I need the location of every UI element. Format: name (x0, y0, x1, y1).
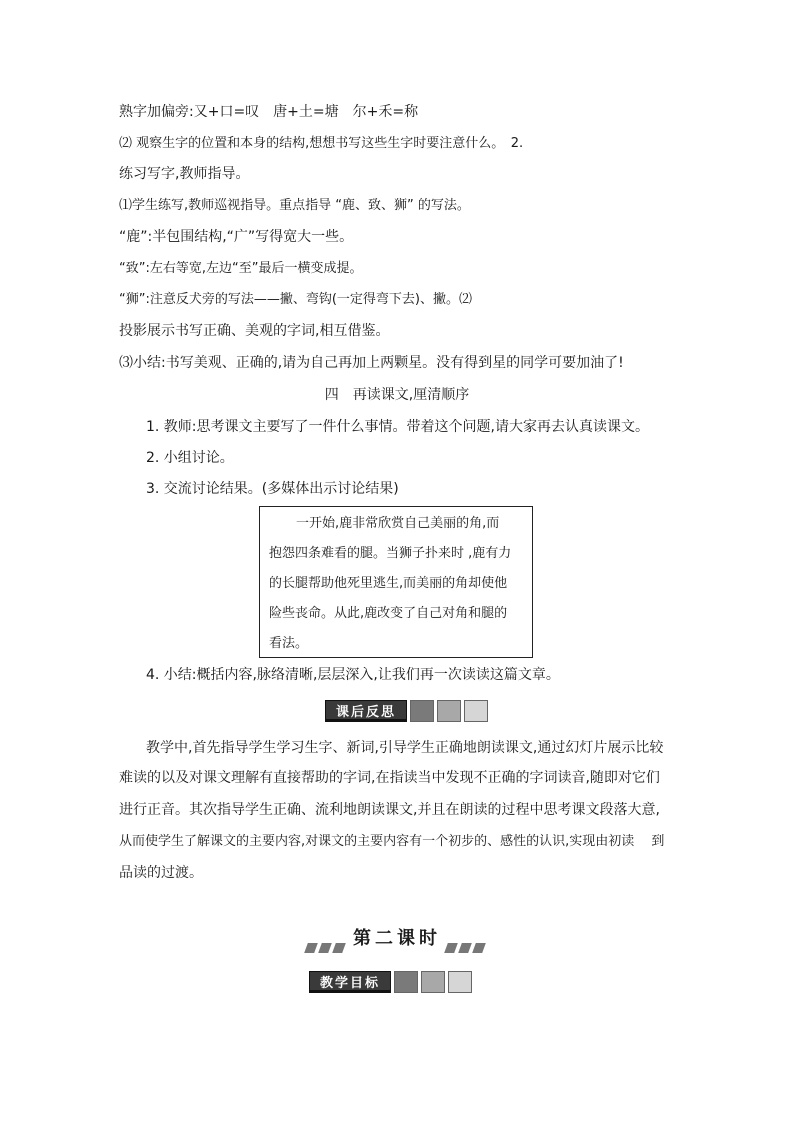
list-item: 2. 小组讨论。 (146, 450, 234, 466)
text-line: “狮”:注意反犬旁的写法——撇、弯钩(一定得弯下去)、撇。⑵ (119, 292, 472, 307)
objectives-banner (309, 971, 472, 993)
title-decoration-right (446, 943, 484, 955)
banner-label: 课后反思 (325, 700, 407, 722)
summary-line: 看法。 (269, 636, 309, 651)
summary-line: 的长腿帮助他死里逃生,而美丽的角却使他 (269, 576, 508, 591)
lesson-title: 第二课时 (353, 928, 441, 949)
list-item: 1. 教师:思考课文主要写了一件什么事情。带着这个问题,请大家再去认真读课文。 (146, 419, 649, 435)
text-line: ⑶小结:书写美观、正确的,请为自己再加上两颗星。没有得到星的同学可要加油了! (119, 355, 624, 371)
summary-line: 险些丧命。从此,鹿改变了自己对角和腿的 (269, 606, 508, 621)
banner-square (437, 700, 461, 722)
paragraph-line: 难读的以及对课文理解有直接帮助的字词,在指读当中发现不正确的字词读音,随即对它们 (119, 770, 660, 786)
banner-square (421, 971, 445, 993)
paragraph-line: 进行正音。其次指导学生正确、流利地朗读课文,并且在朗读的过程中思考课文段落大意, (119, 802, 660, 818)
summary-line: 抱怨四条难看的腿。当狮子扑来时 ,鹿有力 (269, 546, 512, 561)
list-item: 4. 小结:概括内容,脉络清晰,层层深入,让我们再一次读读这篇文章。 (146, 667, 560, 683)
list-item: 3. 交流讨论结果。(多媒体出示讨论结果) (146, 481, 399, 497)
banner-label: 教学目标 (309, 971, 391, 993)
reflection-banner (325, 700, 488, 722)
text-line: “鹿”:半包围结构,“广”写得宽大一些。 (119, 229, 354, 245)
text-line: ⑵ 观察生字的位置和本身的结构,想想书写这些生字时要注意什么。 2. (119, 136, 524, 151)
text-line: 练习写字,教师指导。 (119, 166, 250, 182)
banner-square (464, 700, 488, 722)
section-heading: 四 再读课文,厘清顺序 (324, 387, 470, 403)
paragraph-line: 从而使学生了解课文的主要内容,对课文的主要内容有一个初步的、感性的认识,实现由初读 到 (119, 834, 665, 849)
paragraph-line: 教学中,首先指导学生学习生字、新词,引导学生正确地朗读课文,通过幻灯片展示比较 (146, 740, 664, 756)
banner-square (394, 971, 418, 993)
text-line: ⑴学生练写,教师巡视指导。重点指导 “鹿、致、狮” 的写法。 (119, 198, 470, 213)
paragraph-line: 品读的过渡。 (119, 865, 203, 881)
banner-square (448, 971, 472, 993)
summary-line: 一开始,鹿非常欣赏自己美丽的角,而 (296, 516, 500, 531)
text-line: 熟字加偏旁:又+口=叹 唐+土=塘 尔+禾=称 (119, 104, 419, 120)
banner-square (410, 700, 434, 722)
text-line: 投影展示书写正确、美观的字词,相互借鉴。 (119, 323, 390, 339)
summary-box (259, 506, 533, 658)
text-line: “致”:左右等宽,左边“至”最后一横变成提。 (119, 261, 363, 276)
